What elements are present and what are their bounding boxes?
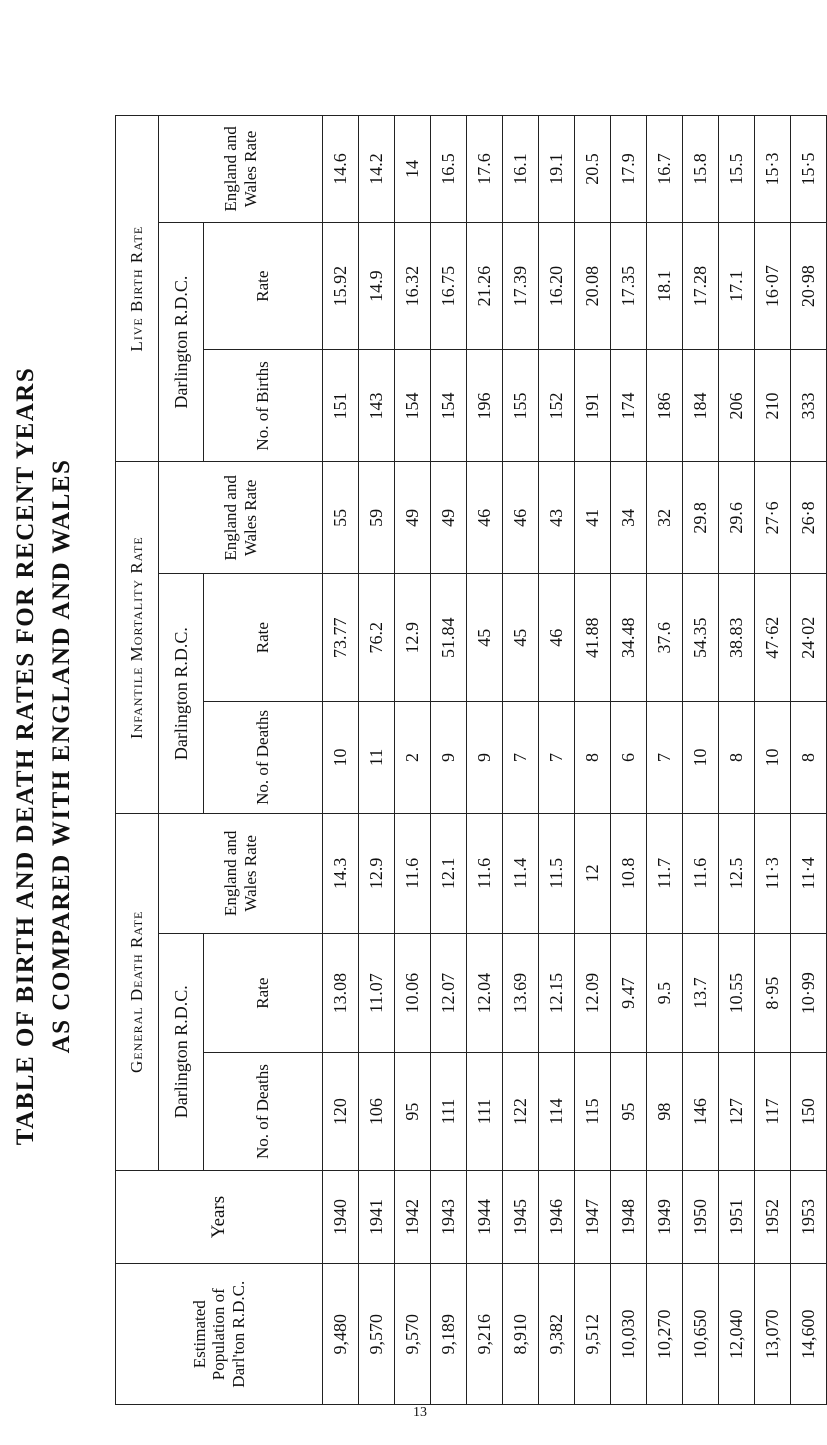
gd-darlington-header: Darlington R.D.C. [159, 933, 204, 1170]
cell-lb-rate: 17.35 [611, 222, 647, 350]
table-row [755, 116, 791, 1405]
cell-im-rate: 46 [539, 574, 575, 702]
live-birth-rate-header: Live Birth Rate [116, 116, 159, 462]
cell-lb-ew: 20.5 [575, 116, 611, 223]
general-death-rate-header: General Death Rate [116, 813, 159, 1170]
cell-im-ew: 26·8 [791, 462, 827, 574]
table-row [539, 116, 575, 1405]
cell-lb-rate: 18.1 [647, 222, 683, 350]
cell-im-rate: 34.48 [611, 574, 647, 702]
page-title: TABLE OF BIRTH AND DEATH RATES FOR RECENT YEARS [12, 366, 39, 1146]
table-row [503, 116, 539, 1405]
cell-gd-rate: 12.04 [467, 933, 503, 1053]
cell-gd-ew: 12.1 [431, 813, 467, 933]
cell-year: 1942 [395, 1170, 431, 1264]
cell-lb-births: 143 [359, 350, 395, 462]
cell-lb-rate: 16·07 [755, 222, 791, 350]
cell-im-rate: 38.83 [719, 574, 755, 702]
table-body [323, 116, 827, 1405]
cell-population: 10,270 [647, 1264, 683, 1405]
cell-population: 8,910 [503, 1264, 539, 1405]
cell-im-deaths: 7 [503, 701, 539, 813]
cell-im-ew: 55 [323, 462, 359, 574]
cell-lb-ew: 17.6 [467, 116, 503, 223]
cell-im-rate: 45 [503, 574, 539, 702]
cell-lb-ew: 15·3 [755, 116, 791, 223]
cell-population: 9,570 [395, 1264, 431, 1405]
table-row [791, 116, 827, 1405]
cell-population: 9,570 [359, 1264, 395, 1405]
cell-gd-rate: 11.07 [359, 933, 395, 1053]
cell-year: 1940 [323, 1170, 359, 1264]
cell-im-ew: 29.8 [683, 462, 719, 574]
cell-lb-ew: 16.5 [431, 116, 467, 223]
cell-lb-births: 191 [575, 350, 611, 462]
cell-gd-deaths: 146 [683, 1053, 719, 1170]
table-row [395, 116, 431, 1405]
cell-im-ew: 46 [503, 462, 539, 574]
cell-lb-births: 186 [647, 350, 683, 462]
cell-year: 1943 [431, 1170, 467, 1264]
cell-gd-rate: 12.09 [575, 933, 611, 1053]
cell-lb-ew: 17.9 [611, 116, 647, 223]
cell-lb-rate: 16.32 [395, 222, 431, 350]
cell-lb-rate: 17.39 [503, 222, 539, 350]
cell-gd-deaths: 150 [791, 1053, 827, 1170]
cell-gd-deaths: 115 [575, 1053, 611, 1170]
cell-gd-rate: 9.47 [611, 933, 647, 1053]
cell-gd-ew: 12.5 [719, 813, 755, 933]
rotated-content [12, 115, 819, 1405]
cell-lb-births: 206 [719, 350, 755, 462]
cell-lb-ew: 15·5 [791, 116, 827, 223]
cell-population: 10,030 [611, 1264, 647, 1405]
cell-gd-ew: 11.6 [683, 813, 719, 933]
cell-im-ew: 32 [647, 462, 683, 574]
cell-lb-rate: 14.9 [359, 222, 395, 350]
cell-im-rate: 54.35 [683, 574, 719, 702]
cell-gd-ew: 11·3 [755, 813, 791, 933]
gd-rate-header: Rate [204, 933, 323, 1053]
gd-deaths-header: No. of Deaths [204, 1053, 323, 1170]
cell-population: 9,480 [323, 1264, 359, 1405]
cell-gd-rate: 10·99 [791, 933, 827, 1053]
cell-gd-ew: 10.8 [611, 813, 647, 933]
cell-im-rate: 41.88 [575, 574, 611, 702]
cell-gd-rate: 12.07 [431, 933, 467, 1053]
cell-gd-deaths: 106 [359, 1053, 395, 1170]
cell-lb-ew: 14.2 [359, 116, 395, 223]
cell-lb-rate: 16.20 [539, 222, 575, 350]
im-darlington-header: Darlington R.D.C. [159, 574, 204, 814]
cell-year: 1953 [791, 1170, 827, 1264]
cell-gd-ew: 11.6 [395, 813, 431, 933]
cell-im-deaths: 2 [395, 701, 431, 813]
cell-gd-ew: 14.3 [323, 813, 359, 933]
cell-im-deaths: 8 [575, 701, 611, 813]
cell-im-rate: 51.84 [431, 574, 467, 702]
cell-year: 1948 [611, 1170, 647, 1264]
cell-gd-rate: 10.55 [719, 933, 755, 1053]
cell-gd-deaths: 111 [431, 1053, 467, 1170]
cell-population: 13,070 [755, 1264, 791, 1405]
cell-population: 9,216 [467, 1264, 503, 1405]
cell-lb-rate: 15.92 [323, 222, 359, 350]
cell-year: 1950 [683, 1170, 719, 1264]
table-row [467, 116, 503, 1405]
cell-im-rate: 12.9 [395, 574, 431, 702]
cell-lb-births: 174 [611, 350, 647, 462]
cell-im-ew: 27·6 [755, 462, 791, 574]
cell-gd-rate: 13.7 [683, 933, 719, 1053]
cell-gd-rate: 10.06 [395, 933, 431, 1053]
cell-im-ew: 59 [359, 462, 395, 574]
cell-im-deaths: 7 [539, 701, 575, 813]
cell-im-ew: 34 [611, 462, 647, 574]
im-deaths-header: No. of Deaths [204, 701, 323, 813]
cell-lb-births: 333 [791, 350, 827, 462]
cell-lb-births: 154 [395, 350, 431, 462]
cell-gd-ew: 11.7 [647, 813, 683, 933]
table-row [719, 116, 755, 1405]
cell-im-deaths: 8 [719, 701, 755, 813]
cell-year: 1951 [719, 1170, 755, 1264]
lb-rate-header: Rate [204, 222, 323, 350]
cell-im-ew: 49 [431, 462, 467, 574]
cell-population: 12,040 [719, 1264, 755, 1405]
lb-england-wales-header: England and Wales Rate [159, 116, 323, 223]
cell-gd-deaths: 122 [503, 1053, 539, 1170]
cell-lb-rate: 20·98 [791, 222, 827, 350]
cell-lb-births: 196 [467, 350, 503, 462]
cell-lb-births: 184 [683, 350, 719, 462]
cell-lb-rate: 21.26 [467, 222, 503, 350]
cell-gd-deaths: 120 [323, 1053, 359, 1170]
cell-gd-deaths: 111 [467, 1053, 503, 1170]
lb-darlington-header: Darlington R.D.C. [159, 222, 204, 462]
im-rate-header: Rate [204, 574, 323, 702]
cell-lb-births: 210 [755, 350, 791, 462]
cell-gd-ew: 11·4 [791, 813, 827, 933]
cell-gd-ew: 12 [575, 813, 611, 933]
cell-year: 1944 [467, 1170, 503, 1264]
cell-im-rate: 24·02 [791, 574, 827, 702]
cell-gd-deaths: 127 [719, 1053, 755, 1170]
table-row [575, 116, 611, 1405]
table-row [683, 116, 719, 1405]
cell-im-deaths: 9 [431, 701, 467, 813]
cell-im-rate: 37.6 [647, 574, 683, 702]
cell-population: 9,382 [539, 1264, 575, 1405]
cell-im-deaths: 10 [755, 701, 791, 813]
table-row [431, 116, 467, 1405]
cell-gd-ew: 12.9 [359, 813, 395, 933]
cell-gd-rate: 8·95 [755, 933, 791, 1053]
cell-lb-ew: 15.5 [719, 116, 755, 223]
cell-lb-births: 152 [539, 350, 575, 462]
cell-lb-births: 151 [323, 350, 359, 462]
cell-population: 9,512 [575, 1264, 611, 1405]
cell-gd-deaths: 95 [611, 1053, 647, 1170]
cell-year: 1941 [359, 1170, 395, 1264]
cell-im-rate: 73.77 [323, 574, 359, 702]
cell-gd-ew: 11.5 [539, 813, 575, 933]
cell-gd-ew: 11.4 [503, 813, 539, 933]
cell-lb-rate: 20.08 [575, 222, 611, 350]
cell-im-rate: 76.2 [359, 574, 395, 702]
cell-im-deaths: 10 [683, 701, 719, 813]
cell-lb-ew: 16.1 [503, 116, 539, 223]
lb-births-header: No. of Births [204, 350, 323, 462]
gd-england-wales-header: England and Wales Rate [159, 813, 323, 933]
infantile-mortality-rate-header: Infantile Mortality Rate [116, 462, 159, 814]
cell-im-ew: 46 [467, 462, 503, 574]
cell-gd-deaths: 117 [755, 1053, 791, 1170]
cell-lb-ew: 15.8 [683, 116, 719, 223]
cell-im-deaths: 9 [467, 701, 503, 813]
table-row [359, 116, 395, 1405]
cell-gd-ew: 11.6 [467, 813, 503, 933]
cell-year: 1945 [503, 1170, 539, 1264]
cell-im-ew: 41 [575, 462, 611, 574]
cell-lb-ew: 14.6 [323, 116, 359, 223]
cell-im-deaths: 7 [647, 701, 683, 813]
im-england-wales-header: England and Wales Rate [159, 462, 323, 574]
page-number: 13 [413, 1405, 427, 1420]
cell-lb-rate: 17.1 [719, 222, 755, 350]
cell-im-ew: 29.6 [719, 462, 755, 574]
cell-lb-rate: 16.75 [431, 222, 467, 350]
cell-gd-deaths: 95 [395, 1053, 431, 1170]
cell-im-deaths: 11 [359, 701, 395, 813]
cell-im-ew: 43 [539, 462, 575, 574]
table-row [647, 116, 683, 1405]
cell-year: 1946 [539, 1170, 575, 1264]
cell-lb-births: 154 [431, 350, 467, 462]
table-row [611, 116, 647, 1405]
cell-population: 9,189 [431, 1264, 467, 1405]
page-subtitle: AS COMPARED WITH ENGLAND AND WALES [48, 458, 75, 1054]
table-row [323, 116, 359, 1405]
cell-year: 1952 [755, 1170, 791, 1264]
cell-gd-deaths: 114 [539, 1053, 575, 1170]
rates-table [115, 115, 827, 1405]
cell-gd-rate: 12.15 [539, 933, 575, 1053]
cell-im-deaths: 10 [323, 701, 359, 813]
cell-lb-ew: 19.1 [539, 116, 575, 223]
cell-lb-births: 155 [503, 350, 539, 462]
cell-im-deaths: 8 [791, 701, 827, 813]
cell-lb-rate: 17.28 [683, 222, 719, 350]
cell-population: 10,650 [683, 1264, 719, 1405]
cell-im-deaths: 6 [611, 701, 647, 813]
cell-im-ew: 49 [395, 462, 431, 574]
cell-gd-rate: 13.69 [503, 933, 539, 1053]
cell-gd-deaths: 98 [647, 1053, 683, 1170]
years-header: Years [116, 1170, 323, 1264]
cell-year: 1947 [575, 1170, 611, 1264]
cell-im-rate: 45 [467, 574, 503, 702]
population-header: Estimated Population of Darl'ton R.D.C. [116, 1264, 323, 1405]
cell-year: 1949 [647, 1170, 683, 1264]
cell-lb-ew: 14 [395, 116, 431, 223]
cell-gd-rate: 9.5 [647, 933, 683, 1053]
cell-gd-rate: 13.08 [323, 933, 359, 1053]
cell-im-rate: 47·62 [755, 574, 791, 702]
cell-population: 14,600 [791, 1264, 827, 1405]
cell-lb-ew: 16.7 [647, 116, 683, 223]
